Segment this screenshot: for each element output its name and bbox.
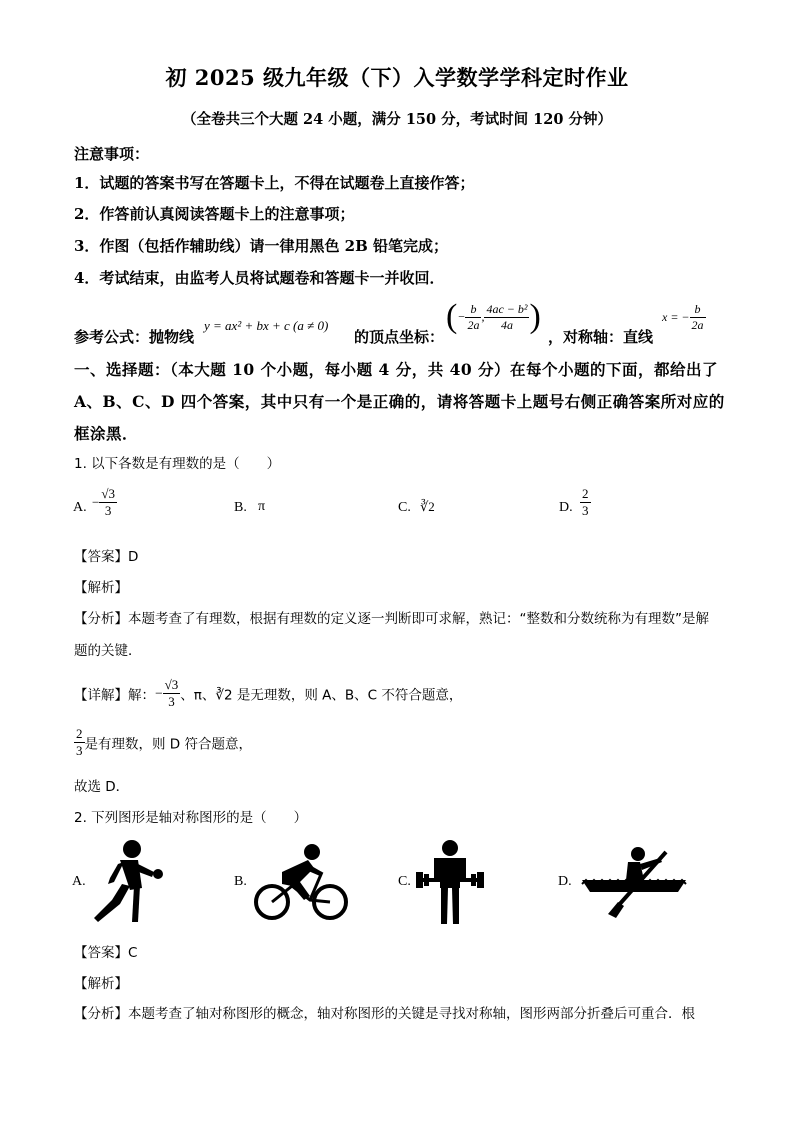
option-b-label: B. — [234, 874, 247, 889]
section-instruction: A、B、C、D 四个答案，其中只有一个是正确的，请将答题卡上题号右侧正确答案所对应的 — [74, 392, 725, 411]
option-b-value: π — [258, 499, 266, 514]
page-subtitle: （全卷共三个大题 24 小题，满分 150 分，考试时间 120 分钟） — [182, 111, 612, 128]
question-1-stem: 1. 以下各数是有理数的是（ ） — [74, 456, 281, 472]
notice-heading: 注意事项： — [74, 145, 150, 163]
option-d-label: D. — [558, 874, 572, 889]
notice-item: 4．考试结束，由监考人员将试题卷和答题卡一并收回． — [74, 269, 445, 287]
axis-label: ，对称轴：直线 — [548, 328, 654, 346]
rower-icon — [578, 846, 690, 918]
vertex-coordinates: (− $\frac{b}{2a}$ , $\frac{\text{4ac − b²}}{4a}$ ) — [446, 298, 541, 335]
basketball-player-icon — [88, 838, 168, 926]
notice-item: 2．作答前认真阅读答题卡上的注意事项； — [74, 205, 355, 223]
option-c-label: C. — [398, 500, 411, 515]
axis-of-symmetry: x = − $\frac{b}{2a}$ — [662, 302, 704, 332]
formula-prefix: 参考公式：抛物线 — [74, 328, 195, 346]
page-title: 初 2025 级九年级（下）入学数学学科定时作业 — [165, 65, 629, 90]
weightlifter-icon — [414, 838, 486, 926]
option-c-value: ∛2 — [420, 499, 435, 514]
question-2-stem: 2. 下列图形是轴对称图形的是（ ） — [74, 810, 308, 826]
question-1-analysis-heading: 【解析】 — [74, 580, 128, 596]
vertex-label: 的顶点坐标： — [354, 328, 445, 346]
option-d-label: D. — [559, 500, 573, 515]
parabola-equation: y = ax² + bx + c (a ≠ 0) — [204, 318, 329, 333]
option-a-label: A. — [73, 500, 87, 515]
question-1-conclusion: 故选 D． — [74, 779, 130, 795]
section-instruction: 框涂黑． — [74, 424, 139, 443]
question-1-analysis-cont: 题的关键． — [74, 643, 142, 659]
option-c-label: C. — [398, 874, 411, 889]
notice-item: 1．试题的答案书写在答题卡上，不得在试题卷上直接作答； — [74, 174, 475, 192]
option-d-value: $\frac{2}{3}$ — [582, 486, 589, 518]
option-b-label: B. — [234, 500, 247, 515]
cyclist-icon — [252, 842, 350, 922]
option-a-value: − $\frac{√3}{3}$ — [92, 486, 115, 518]
question-2-analysis: 【分析】本题考查了轴对称图形的概念，轴对称图形的关键是寻找对称轴，图形两部分折叠后可重合．根 — [74, 1006, 695, 1022]
question-1-detail: 【详解】解：− $\frac{√3}{3}$ 、π、∛2 是无理数，则 A、B、C 不符合题意， — [74, 677, 463, 709]
question-1-detail-2: $\frac{2}{3}$ 是有理数，则 D 符合题意， — [76, 726, 252, 758]
question-2-answer: 【答案】C — [74, 945, 138, 961]
section-heading: 一、选择题：（本大题 10 个小题，每小题 4 分，共 40 分）在每个小题的下面，都给出了 — [74, 360, 719, 379]
question-1-answer: 【答案】D — [74, 549, 139, 565]
question-2-analysis-heading: 【解析】 — [74, 976, 128, 992]
notice-item: 3．作图（包括作辅助线）请一律用黑色 2B 铅笔完成； — [74, 237, 448, 255]
question-1-analysis: 【分析】本题考查了有理数，根据有理数的定义逐一判断即可求解，熟记：“整数和分数统称为有理数”是解 — [74, 611, 709, 627]
option-a-label: A. — [72, 874, 86, 889]
